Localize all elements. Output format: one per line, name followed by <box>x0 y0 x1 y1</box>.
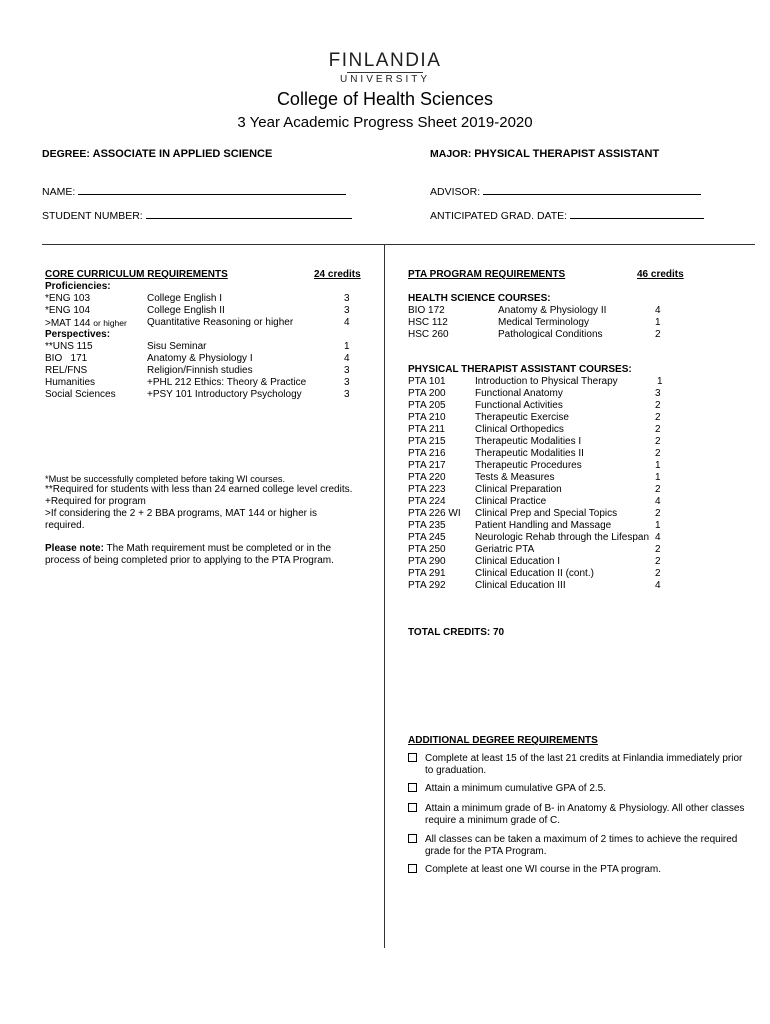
hs-heading: HEALTH SCIENCE COURSES: <box>408 293 551 304</box>
hs-course-credits: 1 <box>655 317 661 328</box>
pta-course-name: Therapeutic Modalities II <box>475 448 584 459</box>
major-value: PHYSICAL THERAPIST ASSISTANT <box>474 148 660 160</box>
pta-course-name: Clinical Prep and Special Topics <box>475 508 618 519</box>
pta-course-name: Therapeutic Modalities I <box>475 436 582 447</box>
pta-course-code: PTA 291 <box>408 568 446 579</box>
requirement-item <box>408 783 745 795</box>
core-course-code: Social Sciences <box>45 389 116 400</box>
pta-course-code: PTA 235 <box>408 520 446 531</box>
note-wi: *Must be successfully completed before taking WI courses. <box>45 474 286 484</box>
pta-course-code: PTA 211 <box>408 424 445 435</box>
pta-course-credits: 1 <box>657 376 663 387</box>
core-course-credits: 3 <box>344 389 350 400</box>
requirement-item <box>408 803 745 827</box>
core-course-code: BIO 171 <box>45 353 88 364</box>
core-course-credits: 1 <box>344 341 350 352</box>
requirement-text: Attain a minimum cumulative GPA of 2.5. <box>425 783 607 794</box>
pta-course-credits: 1 <box>655 472 661 483</box>
pta-course-credits: 1 <box>655 520 661 531</box>
checkbox-icon[interactable] <box>408 753 417 762</box>
pta-course-code: PTA 226 WI <box>408 508 461 519</box>
grad-date-input-line[interactable] <box>570 208 704 219</box>
core-course-name: Religion/Finnish studies <box>147 365 253 376</box>
core-course-credits: 3 <box>344 305 350 316</box>
pta-course-code: PTA 205 <box>408 400 446 411</box>
page-title: College of Health Sciences <box>276 89 494 109</box>
checkbox-icon[interactable] <box>408 834 417 843</box>
pta-heading: PTA PROGRAM REQUIREMENTS <box>408 269 566 280</box>
page-subtitle: 3 Year Academic Progress Sheet 2019-2020 <box>237 114 533 131</box>
hs-course-code: HSC 112 <box>408 317 448 328</box>
hs-course-code: HSC 260 <box>408 329 449 340</box>
core-course-name: Quantitative Reasoning or higher <box>147 317 294 328</box>
pta-course-name: Tests & Measures <box>475 472 555 483</box>
core-course-credits: 3 <box>344 377 350 388</box>
student-number-field <box>42 208 352 222</box>
logo-divider <box>347 72 423 73</box>
pta-course-name: Therapeutic Procedures <box>475 460 582 471</box>
pta-course-code: PTA 216 <box>408 448 446 459</box>
perspectives-label: Perspectives: <box>45 329 111 340</box>
pta-course-name: Neurologic Rehab through the Lifespan <box>475 532 650 543</box>
pta-course-code: PTA 245 <box>408 532 446 543</box>
pta-course-code: PTA 210 <box>408 412 446 423</box>
pta-course-name: Clinical Education I <box>475 556 561 567</box>
core-course-code: *ENG 103 <box>45 293 91 304</box>
proficiencies-label: Proficiencies: <box>45 281 111 292</box>
name-label: NAME: <box>42 186 76 198</box>
checkbox-icon[interactable] <box>408 783 417 792</box>
pta-course-name: Clinical Practice <box>475 496 547 507</box>
name-field <box>42 184 346 198</box>
core-course-credits: 4 <box>344 353 350 364</box>
please-note-text: The Math requirement must be completed or in the process of being completed prior to applying to the PTA Program. <box>45 543 334 566</box>
pta-course-credits: 2 <box>655 544 661 555</box>
hs-course-name: Medical Terminology <box>498 317 589 328</box>
core-course-name: College English I <box>147 293 223 304</box>
pta-course-name: Functional Activities <box>475 400 563 411</box>
note-bba: >If considering the 2 + 2 BBA programs, MAT 144 or higher is required. <box>45 508 317 531</box>
pta-course-name: Geriatric PTA <box>475 544 535 555</box>
core-course-code: Humanities <box>45 377 96 388</box>
pta-credits: 46 credits <box>637 269 684 280</box>
requirement-text: Complete at least one WI course in the PTA program. <box>425 864 662 875</box>
pta-course-code: PTA 223 <box>408 484 446 495</box>
vertical-divider <box>384 244 385 948</box>
pta-course-name: Clinical Education III <box>475 580 566 591</box>
hs-course-credits: 4 <box>655 305 661 316</box>
pta-course-credits: 2 <box>655 484 661 495</box>
pta-course-name: Introduction to Physical Therapy <box>475 376 618 387</box>
please-note <box>45 543 350 567</box>
pta-course-credits: 2 <box>655 508 661 519</box>
major-line <box>430 148 659 160</box>
requirement-item <box>408 834 745 858</box>
core-course-code: REL/FNS <box>45 365 88 376</box>
pta-course-credits: 4 <box>655 580 661 591</box>
total-credits: TOTAL CREDITS: 70 <box>408 627 505 638</box>
core-course-credits: 4 <box>344 317 350 328</box>
hs-course-name: Pathological Conditions <box>498 329 603 340</box>
checkbox-icon[interactable] <box>408 803 417 812</box>
pta-course-code: PTA 224 <box>408 496 446 507</box>
pta-course-credits: 2 <box>655 412 661 423</box>
pta-course-code: PTA 292 <box>408 580 446 591</box>
core-course-code-main: >MAT 144 <box>45 318 91 329</box>
core-course-code-suffix: or higher <box>93 318 127 328</box>
hs-course-credits: 2 <box>655 329 661 340</box>
pta-course-code: PTA 250 <box>408 544 446 555</box>
pta-course-credits: 2 <box>655 424 661 435</box>
hs-course-name: Anatomy & Physiology II <box>498 305 607 316</box>
core-course-code: **UNS 115 <box>45 341 93 352</box>
checkbox-icon[interactable] <box>408 864 417 873</box>
requirement-text: All classes can be taken a maximum of 2 times to achieve the required grade for the PTA Program. <box>425 834 738 857</box>
grad-date-label: ANTICIPATED GRAD. DATE: <box>430 210 568 222</box>
pta-course-credits: 2 <box>655 448 661 459</box>
requirement-text: Complete at least 15 of the last 21 credits at Finlandia immediately prior to graduation. <box>425 753 743 776</box>
core-course-code: *ENG 104 <box>45 305 91 316</box>
grad-date-field <box>430 208 704 222</box>
degree-line <box>42 148 272 160</box>
additional-heading: ADDITIONAL DEGREE REQUIREMENTS <box>408 735 598 746</box>
horizontal-divider <box>42 244 755 245</box>
hs-course-code: BIO 172 <box>408 305 445 316</box>
pta-course-name: Therapeutic Exercise <box>475 412 569 423</box>
pta-course-code: PTA 220 <box>408 472 446 483</box>
please-note-label: Please note: <box>45 543 104 554</box>
core-course-name: Sisu Seminar <box>147 341 207 352</box>
core-course-name: +PSY 101 Introductory Psychology <box>147 389 302 400</box>
pta-course-credits: 1 <box>655 460 661 471</box>
advisor-input-line[interactable] <box>483 184 701 195</box>
pta-course-code: PTA 215 <box>408 436 446 447</box>
core-course-credits: 3 <box>344 293 350 304</box>
requirement-item <box>408 864 745 876</box>
pta-course-name: Functional Anatomy <box>475 388 563 399</box>
pta-course-credits: 2 <box>655 400 661 411</box>
pta-course-credits: 2 <box>655 556 661 567</box>
pta-course-credits: 4 <box>655 496 661 507</box>
core-course-name: College English II <box>147 305 225 316</box>
advisor-label: ADVISOR: <box>430 186 481 198</box>
pta-course-credits: 3 <box>655 388 661 399</box>
pta-course-code: PTA 101 <box>408 376 446 387</box>
pta-course-credits: 4 <box>655 532 661 543</box>
degree-label: DEGREE: <box>42 148 90 160</box>
pta-course-name: Clinical Education II (cont.) <box>475 568 594 579</box>
student-number-input-line[interactable] <box>146 208 352 219</box>
pta-course-name: Clinical Preparation <box>475 484 562 495</box>
requirement-text: Attain a minimum grade of B- in Anatomy & Physiology. All other classes require a minimum grade of C. <box>425 803 745 826</box>
student-number-label: STUDENT NUMBER: <box>42 210 143 222</box>
note-uns: **Required for students with less than 24 earned college level credits. <box>45 484 353 495</box>
pta-course-code: PTA 217 <box>408 460 446 471</box>
advisor-field <box>430 184 701 198</box>
core-course-name: +PHL 212 Ethics: Theory & Practice <box>147 377 307 388</box>
pta-course-name: Clinical Orthopedics <box>475 424 564 435</box>
logo-wordmark-top: FINLANDIA <box>328 50 442 71</box>
logo-wordmark-bottom: UNIVERSITY <box>339 74 430 85</box>
requirement-item <box>408 753 745 777</box>
pta-courses-heading: PHYSICAL THERAPIST ASSISTANT COURSES: <box>408 364 632 375</box>
core-course-credits: 3 <box>344 365 350 376</box>
core-course-name: Anatomy & Physiology I <box>147 353 253 364</box>
pta-course-credits: 2 <box>655 568 661 579</box>
major-label: MAJOR: <box>430 148 472 160</box>
core-credits: 24 credits <box>314 269 361 280</box>
note-required: +Required for program <box>45 496 146 507</box>
name-input-line[interactable] <box>78 184 346 195</box>
pta-course-code: PTA 290 <box>408 556 446 567</box>
pta-course-name: Patient Handling and Massage <box>475 520 612 531</box>
degree-value: ASSOCIATE IN APPLIED SCIENCE <box>92 148 273 160</box>
pta-course-code: PTA 200 <box>408 388 446 399</box>
pta-course-credits: 2 <box>655 436 661 447</box>
core-heading: CORE CURRICULUM REQUIREMENTS <box>45 269 228 280</box>
core-course-code <box>45 317 127 329</box>
